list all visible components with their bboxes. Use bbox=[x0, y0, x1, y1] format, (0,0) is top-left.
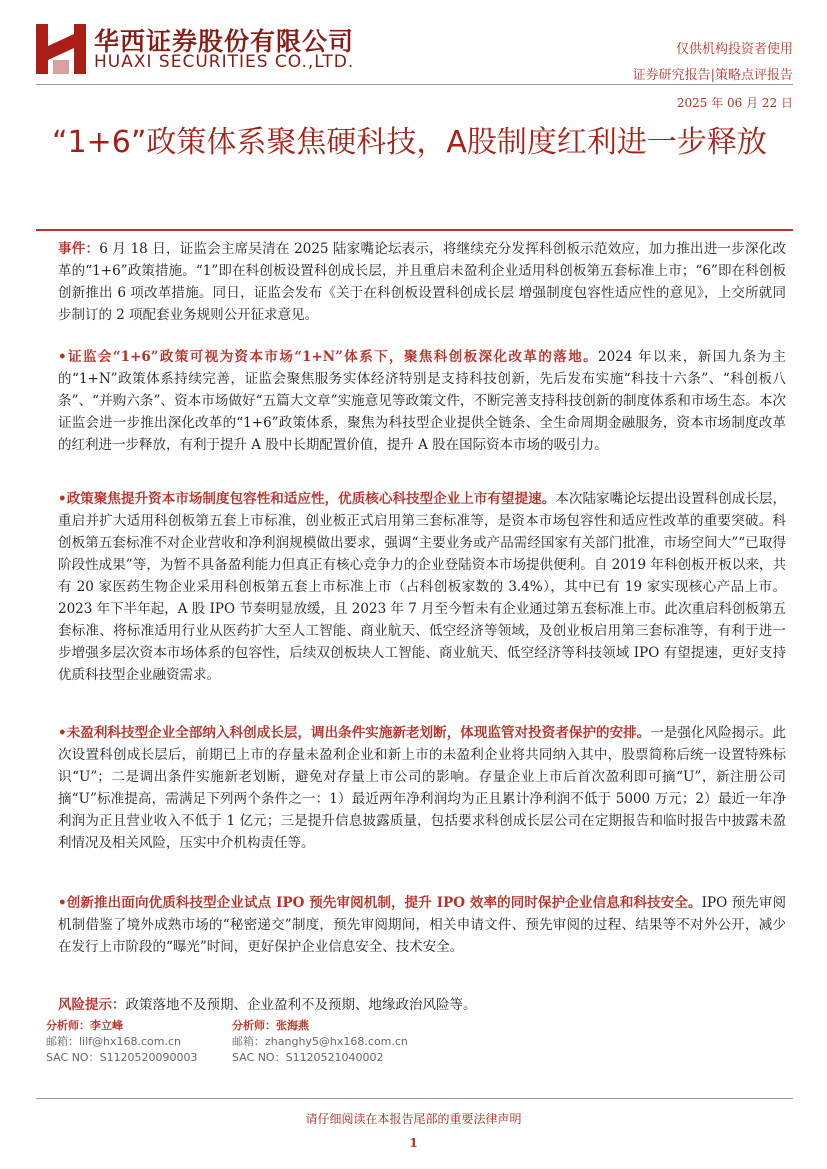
page-number: 1 bbox=[409, 1136, 418, 1150]
analyst-role: 分析师： bbox=[46, 1019, 90, 1032]
report-type: 证券研究报告|策略点评报告 bbox=[632, 68, 793, 83]
point-1-lead: •证监会“1+6”政策可视为资本市场“1+N”体系下，聚焦科创板深化改革的落地。 bbox=[58, 349, 599, 365]
company-name-en: HUAXI SECURITIES CO.,LTD. bbox=[94, 52, 355, 72]
analyst-card bbox=[46, 1018, 236, 1066]
report-date: 2025 年 06 月 22 日 bbox=[676, 96, 793, 110]
report-title: “1+6”政策体系聚焦硬科技，A股制度红利进一步释放 bbox=[52, 125, 767, 160]
point-3-text: 一是强化风险揭示。此次设置科创成长层后，前期已上市的存量未盈利企业和新上市的未盈利企业将共同纳入其中，股票简称后统一设置特殊标识“U”；二是调出条件实施新老划断，避免对存量上市公司的影响。存量企业上市后首次盈利即可摘“U”，新注册公司摘“U”标准提高，需满足下列两个条件之一：1）最近两年净利润均为正且累计净利润不低于 5000 万元；2）最近一年净利润为正且营业收入不低于 1 亿元；三是提升信息披露质量，包括要求科创成长层公司在定期报告和临时报告中披露未盈利情况及相关风险，压实中介机构责任等。 bbox=[58, 725, 786, 851]
point-2-text: 本次陆家嘴论坛提出设置科创成长层，重启并扩大适用科创板第五套上市标准，创业板正式启用第三套标准等，是资本市场包容性和适应性改革的重要突破。科创板第五套标准不对企业营收和净利润规模做出要求，强调“主要业务或产品需经国家有关部门批准，市场空间大”“已取得阶段性成果”等，为暂不具备盈利能力但真正有核心竞争力的企业登陆资本市场提供便利。自 2019 年科创板开板以来，共有 20 家医药生物企业采用科创板第五套上市标准上市（占科创板家数的 3.4%），其中已有 19 家实现核心产品上市。2023 年下半年起，A 股 IPO 节奏明显放缓，且 2023 年 7 月至今暂未有企业通过第五套标准上市。此次重启科创板第五套标准、将标准适用行业从医药扩大至人工智能、商业航天、低空经济等领域，及创业板启用第三套标准等，有利于进一步增强多层次资本市场体系的包容性，后续双创板块人工智能、商业航天、低空经济等科技领域 IPO 有望提速，更好支持优质科技型企业融资需求。 bbox=[58, 491, 786, 683]
huaxi-logo-icon bbox=[36, 24, 86, 74]
analyst-name: 李立峰 bbox=[90, 1019, 123, 1032]
usage-note: 仅供机构投资者使用 bbox=[675, 42, 793, 57]
analyst-card bbox=[232, 1018, 422, 1066]
point-2 bbox=[58, 488, 786, 686]
point-2-lead: •政策聚焦提升资本市场制度包容性和适应性，优质核心科技型企业上市有望提速。 bbox=[58, 491, 556, 507]
risk-label: 风险提示： bbox=[58, 997, 126, 1013]
point-4 bbox=[58, 892, 786, 958]
risk-section bbox=[58, 994, 786, 1016]
analyst-block bbox=[46, 1018, 746, 1066]
header-divider bbox=[36, 84, 793, 85]
analyst-email[interactable]: 邮箱：lilf@hx168.com.cn bbox=[46, 1035, 182, 1048]
analyst-name: 张海燕 bbox=[276, 1019, 309, 1032]
point-4-text: IPO 预先审阅机制借鉴了境外成熟市场的“秘密递交”制度，预先审阅期间，相关申请文件、预先审阅的过程、结果等不对外公开，减少在发行上市阶段的“曝光”时间，更好保护企业信息安全、技术安全。 bbox=[58, 895, 786, 955]
event-section bbox=[58, 238, 786, 326]
point-3 bbox=[58, 722, 786, 854]
analyst-sac: SAC NO：S1120520090003 bbox=[46, 1051, 198, 1064]
event-label: 事件： bbox=[58, 241, 100, 257]
legal-notice: 请仔细阅读在本报告尾部的重要法律声明 bbox=[305, 1112, 522, 1126]
point-1-text: 2024 年以来，新国九条为主的“1+N”政策体系持续完善，证监会聚焦服务实体经济特别是支持科技创新，先后发布实施“科技十六条”、“科创板八条”、“并购六条”、资本市场做好“五篇大文章”实施意见等政策文件，不断完善支持科技创新的制度体系和市场生态。本次证监会进一步推出深化改革的“1+6”政策体系，聚焦为科技型企业提供全链条、全生命周期金融服务，资本市场制度改革的红利进一步释放，有利于提升 A 股中长期配置价值，提升 A 股在国际资本市场的吸引力。 bbox=[58, 349, 786, 453]
company-logo bbox=[36, 24, 356, 76]
point-1 bbox=[58, 346, 786, 456]
analyst-role: 分析师： bbox=[232, 1019, 276, 1032]
event-text: 6 月 18 日，证监会主席吴清在 2025 陆家嘴论坛表示，将继续充分发挥科创板示范效应，加力推出进一步深化改革的“1+6”政策措施。“1”即在科创板设置科创成长层，并且重启未盈利企业适用科创板第五套标准上市；“6”即在科创板创新推出 6 项改革措施。同日，证监会发布《关于在科创板设置科创成长层 增强制度包容性适应性的意见》，上交所就同步制订的 2 项配套业务规则公开征求意见。 bbox=[58, 241, 786, 323]
risk-text: 政策落地不及预期、企业盈利不及预期、地缘政治风险等。 bbox=[125, 997, 477, 1013]
point-3-lead: •未盈利科技型企业全部纳入科创成长层，调出条件实施新老划断，体现监管对投资者保护的安排。 bbox=[58, 725, 651, 741]
footer-divider bbox=[36, 1098, 793, 1099]
analyst-sac: SAC NO：S1120521040002 bbox=[232, 1051, 384, 1064]
title-divider bbox=[36, 229, 793, 231]
point-4-lead: •创新推出面向优质科技型企业试点 IPO 预先审阅机制，提升 IPO 效率的同时保护企业信息和科技安全。 bbox=[58, 895, 702, 911]
analyst-email[interactable]: 邮箱：zhanghy5@hx168.com.cn bbox=[232, 1035, 408, 1048]
company-name-cn: 华西证券股份有限公司 bbox=[94, 27, 355, 56]
